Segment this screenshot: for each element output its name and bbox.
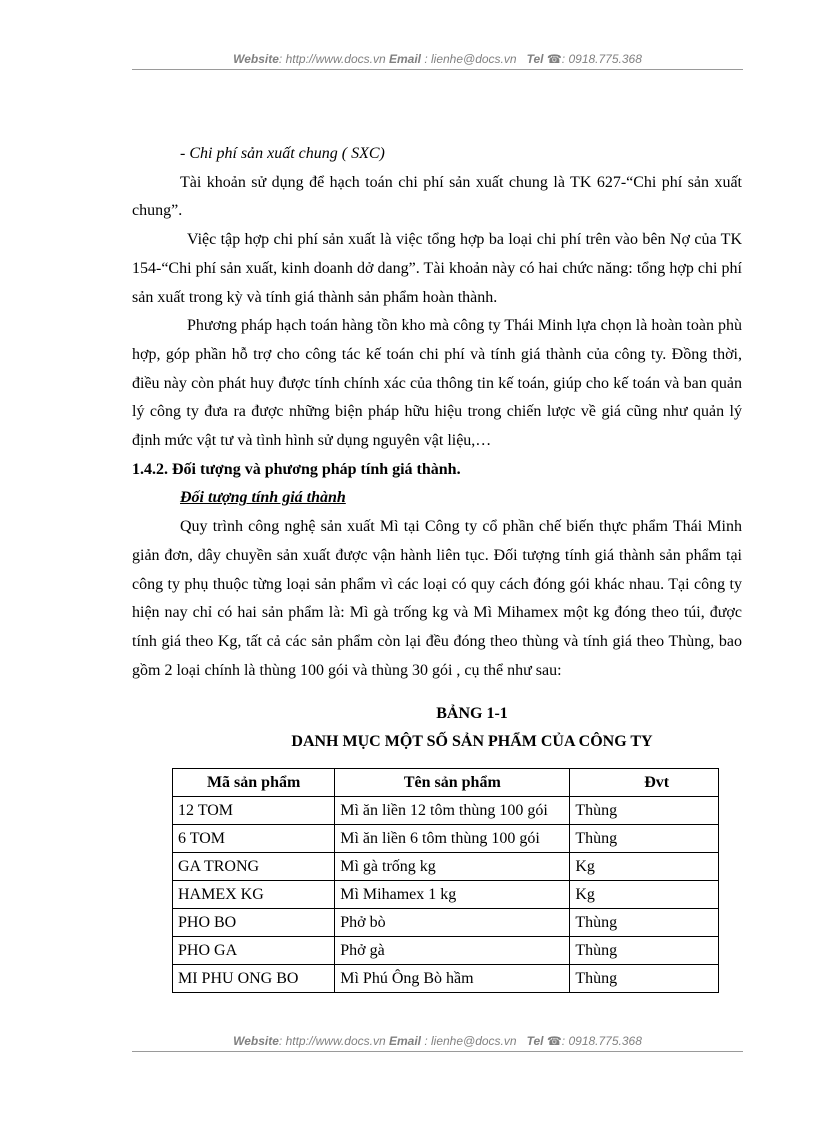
column-header: Tên sản phẩm <box>335 769 570 797</box>
table-cell: Thùng <box>570 825 719 853</box>
footer-tel-label: Tel <box>526 1034 544 1048</box>
table-cell: Kg <box>570 853 719 881</box>
table-row <box>173 937 719 965</box>
paragraph-2: Việc tập hợp chi phí sản xuất là việc tổng hợp ba loại chi phí trên vào bên Nợ của TK 154-“Chi phí sản xuất, kinh doanh dở dang”. Tài khoản này có hai chức năng: tổng hợp chi phí sản xuất trong kỳ và tính giá thành sản phẩm hoàn thành. <box>132 231 742 306</box>
product-table <box>172 768 719 993</box>
header-tel-label: Tel <box>526 52 544 66</box>
header-email-value: : lienhe@docs.vn <box>421 52 517 66</box>
table-caption: BẢNG 1-1 <box>436 705 508 722</box>
table-row <box>173 881 719 909</box>
table-cell: HAMEX KG <box>173 881 335 909</box>
footer-divider <box>132 1051 743 1052</box>
paragraph-1: Tài khoản sử dụng để hạch toán chi phí sản xuất chung là TK 627-“Chi phí sản xuất chung”. <box>132 173 742 220</box>
header-tel-value: : 0918.775.368 <box>561 52 642 66</box>
table-row <box>173 909 719 937</box>
header-email-label: Email <box>388 52 421 66</box>
table-cell: MI PHU ONG BO <box>173 965 335 993</box>
table-row <box>173 965 719 993</box>
paragraph-3: Phương pháp hạch toán hàng tồn kho mà công ty Thái Minh lựa chọn là hoàn toàn phù hợp, góp phần hỗ trợ cho công tác kế toán chi phí và tính giá thành của công ty. Đồng thời, điều này còn phát huy được tính chính xác của thông tin kế toán, giúp cho kế toán và ban quản lý công ty đưa ra được những biện pháp hữu hiệu trong chiến lược về giá cũng như quản lý định mức vật tư và tình hình sử dụng nguyên vật liệu,… <box>132 317 742 450</box>
header-divider <box>132 69 743 70</box>
table-cell: GA TRONG <box>173 853 335 881</box>
table-cell: Mì Phú Ông Bò hầm <box>335 965 570 993</box>
phone-icon: ☎ <box>546 52 562 66</box>
table-cell: Mì Mihamex 1 kg <box>335 881 570 909</box>
table-cell: Mì ăn liền 12 tôm thùng 100 gói <box>335 797 570 825</box>
document-body <box>132 140 742 685</box>
table-row <box>173 797 719 825</box>
section-heading: 1.4.2. Đối tượng và phương pháp tính giá thành. <box>132 460 461 478</box>
footer-email-value: : lienhe@docs.vn <box>421 1034 517 1048</box>
table-cell: Mì ăn liền 6 tôm thùng 100 gói <box>335 825 570 853</box>
page-header <box>132 52 743 66</box>
header-website-label: Website <box>233 52 279 66</box>
page-footer <box>132 1034 743 1048</box>
table-cell: PHO BO <box>173 909 335 937</box>
table-row <box>173 825 719 853</box>
table-header-row <box>173 769 719 797</box>
footer-website-label: Website <box>233 1034 279 1048</box>
header-website-value: : http://www.docs.vn <box>278 52 386 66</box>
footer-website-value: : http://www.docs.vn <box>278 1034 386 1048</box>
table-cell: Thùng <box>570 937 719 965</box>
table-cell: Phở gà <box>335 937 570 965</box>
table-title: DANH MỤC MỘT SỐ SẢN PHẨM CỦA CÔNG TY <box>291 733 653 750</box>
table-cell: Mì gà trống kg <box>335 853 570 881</box>
table-cell: Phở bò <box>335 909 570 937</box>
table-cell: 12 TOM <box>173 797 335 825</box>
phone-icon: ☎ <box>546 1034 562 1048</box>
table-cell: 6 TOM <box>173 825 335 853</box>
paragraph-4: Quy trình công nghệ sản xuất Mì tại Công ty cổ phần chế biến thực phẩm Thái Minh giản đơn, dây chuyền sản xuất được vận hành liên tục. Đối tượng tính giá thành sản phẩm tại công ty phụ thuộc từng loại sản phẩm vì các loại có quy cách đóng gói khác nhau. Tại công ty hiện nay chỉ có hai sản phẩm là: Mì gà trống kg và Mì Mihamex một kg đóng theo túi, được tính giá theo Kg, tất cả các sản phẩm còn lại đều đóng theo thùng và tính giá theo Thùng, bao gồm 2 loại chính là thùng 100 gói và thùng 30 gói , cụ thể như sau: <box>132 518 742 679</box>
table-cell: Kg <box>570 881 719 909</box>
column-header: Mã sản phẩm <box>173 769 335 797</box>
subheading: Đối tượng tính giá thành <box>180 489 346 507</box>
table-cell: PHO GA <box>173 937 335 965</box>
table-row <box>173 853 719 881</box>
table-cell: Thùng <box>570 797 719 825</box>
table-cell: Thùng <box>570 965 719 993</box>
footer-email-label: Email <box>388 1034 421 1048</box>
table-cell: Thùng <box>570 909 719 937</box>
sxc-heading: - Chi phí sản xuất chung ( SXC) <box>180 145 385 162</box>
column-header: Đvt <box>570 769 719 797</box>
footer-tel-value: : 0918.775.368 <box>561 1034 642 1048</box>
